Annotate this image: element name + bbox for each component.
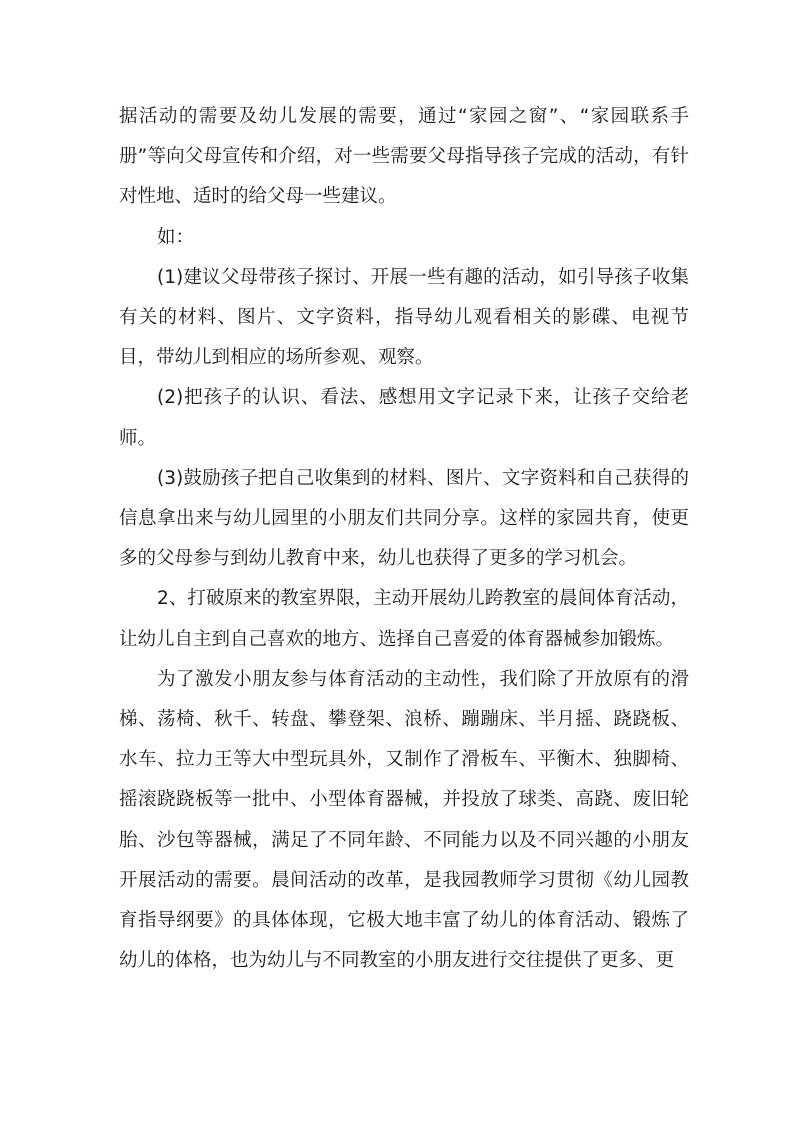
paragraph-section-2: 2、打破原来的教室界限，主动开展幼儿跨教室的晨间体育活动，让幼儿自主到自己喜欢的地方、选择自己喜爱的体育器械参加锻炼。 bbox=[119, 588, 689, 650]
paragraph-item-3: (3)鼓励孩子把自己收集到的材料、图片、文字资料和自己获得的信息拿出来与幼儿园里的小朋友们共同分享。这样的家园共育，使更多的父母参与到幼儿教育中来，幼儿也获得了更多的学习机会。 bbox=[119, 467, 689, 570]
document-body bbox=[119, 97, 689, 981]
paragraph-item-2: (2)把孩子的认识、看法、感想用文字记录下来，让孩子交给老师。 bbox=[119, 387, 689, 449]
paragraph-item-1: (1)建议父母带孩子探讨、开展一些有趣的活动，如引导孩子收集有关的材料、图片、文字资料，指导幼儿观看相关的影碟、电视节目，带幼儿到相应的场所参观、观察。 bbox=[119, 266, 689, 369]
paragraph-continued: 据活动的需要及幼儿发展的需要，通过“家园之窗”、“家园联系手册”等向父母宣传和介绍，对一些需要父母指导孩子完成的活动，有针对性地、适时的给父母一些建议。 bbox=[119, 106, 689, 208]
paragraph-example-intro: 如： bbox=[157, 226, 195, 248]
paragraph-activities: 为了激发小朋友参与体育活动的主动性，我们除了开放原有的滑梯、荡椅、秋千、转盘、攀登架、浪桥、蹦蹦床、半月摇、跷跷板、水车、拉力王等大中型玩具外，又制作了滑板车、平衡木、独脚椅、摇滚跷跷板等一批中、小型体育器械，并投放了球类、高跷、废旧轮胎、沙包等器械，满足了不同年龄、不同能力以及不同兴趣的小朋友开展活动的需要。晨间活动的改革，是我园教师学习贯彻《幼儿园教育指导纲要》的具体体现，它极大地丰富了幼儿的体育活动、锻炼了幼儿的体格，也为幼儿与不同教室的小朋友进行交往提供了更多、更 bbox=[119, 668, 689, 972]
